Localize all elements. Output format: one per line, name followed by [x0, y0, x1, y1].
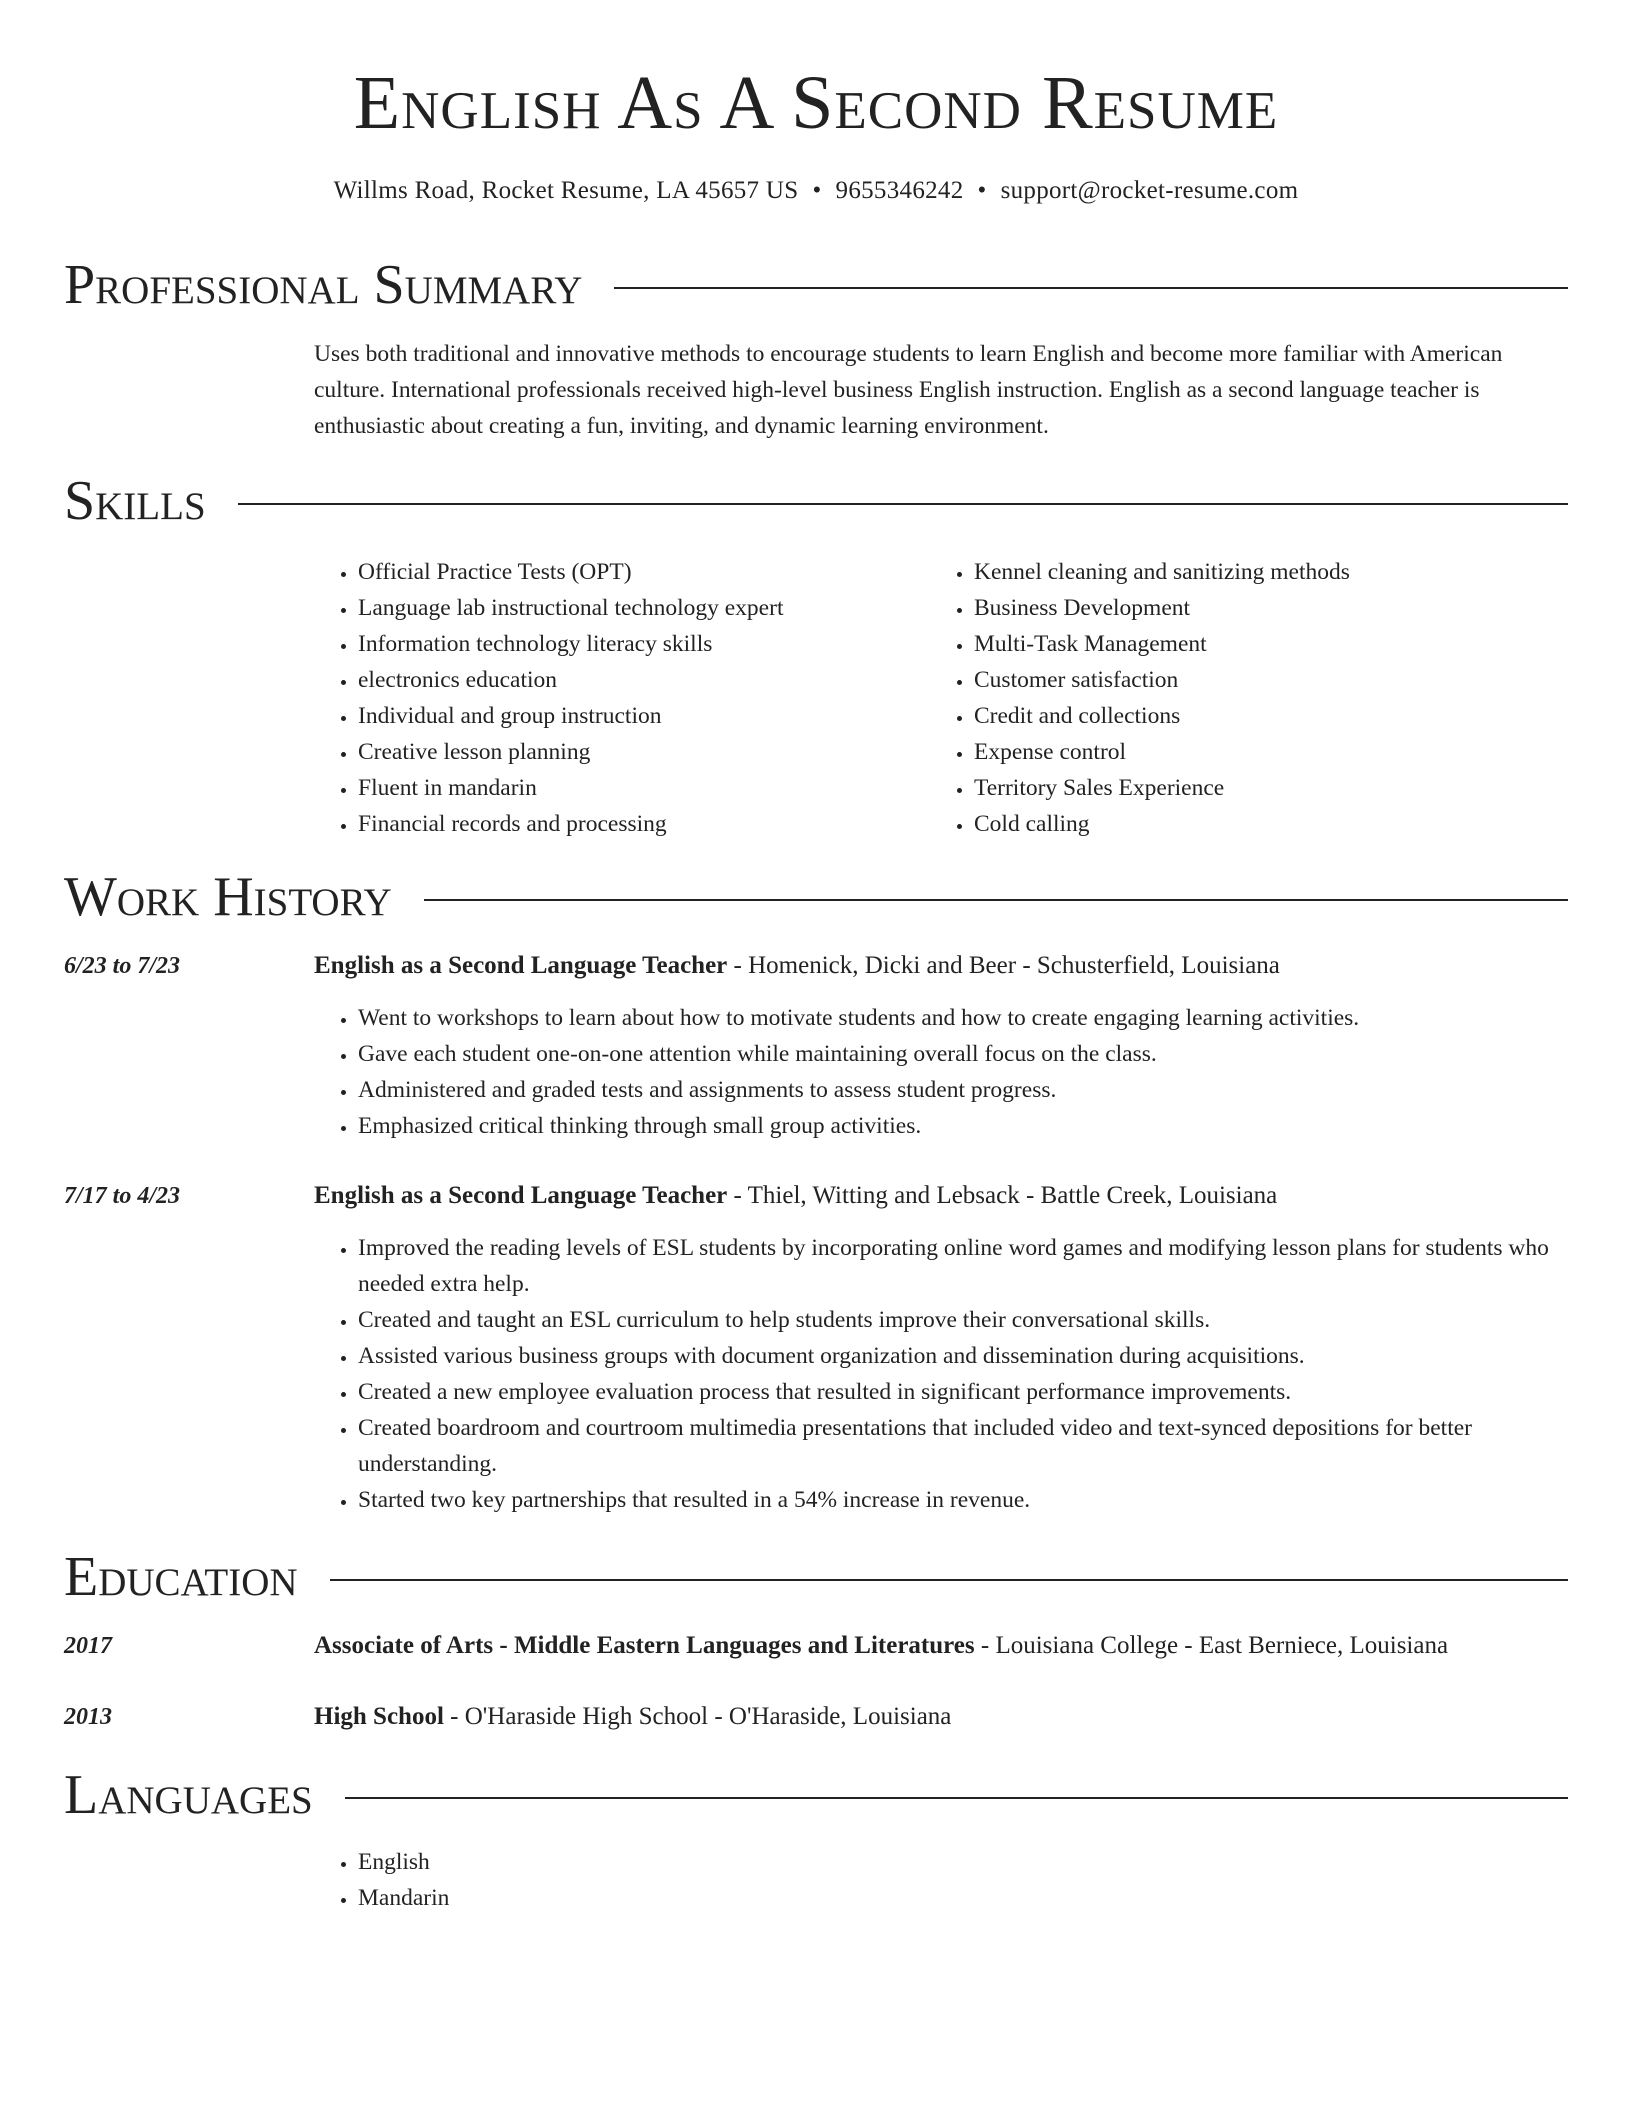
section-divider: [238, 503, 1568, 505]
contact-email: support@rocket-resume.com: [1000, 177, 1299, 204]
section-header-skills: [64, 466, 1568, 536]
job-heading: [314, 948, 1568, 984]
section-header-education: [64, 1542, 1568, 1612]
skill-item: • Creative lesson planning: [358, 734, 914, 770]
skill-item: • Business Development: [974, 590, 1560, 626]
education-degree: Associate of Arts - Middle Eastern Languages and Literatures: [314, 1632, 975, 1659]
education-degree: High School: [314, 1703, 444, 1730]
section-divider: [330, 1579, 1568, 1581]
contact-line: [0, 174, 1632, 208]
language-item: • Mandarin: [358, 1880, 1568, 1916]
job-title: English as a Second Language Teacher: [314, 1182, 728, 1209]
job-duty-item: • Started two key partnerships that resulted in a 54% increase in revenue.: [358, 1482, 1568, 1518]
contact-separator: •: [812, 177, 822, 204]
section-title-education: Education: [64, 1546, 298, 1608]
section-title-summary: Professional Summary: [64, 254, 583, 316]
education-year: 2013: [64, 1704, 112, 1730]
skill-item: • Expense control: [974, 734, 1560, 770]
skill-item: • Multi-Task Management: [974, 626, 1560, 662]
section-divider: [424, 899, 1568, 901]
education-heading: [314, 1628, 1568, 1664]
section-title-skills: Skills: [64, 470, 206, 532]
section-header-languages: [64, 1760, 1568, 1830]
section-divider: [345, 1797, 1568, 1799]
job-dates: 6/23 to 7/23: [64, 953, 181, 979]
job-duty-item: • Emphasized critical thinking through small group activities.: [358, 1108, 1568, 1144]
job-duty-item: • Created boardroom and courtroom multimedia presentations that included video and text-synced depositions for better understanding.: [358, 1410, 1568, 1482]
job-duty-item: • Created and taught an ESL curriculum to help students improve their conversational skills.: [358, 1302, 1568, 1338]
resume-title: English As A Second Resume: [353, 61, 1279, 145]
skill-item: • Information technology literacy skills: [358, 626, 914, 662]
skill-item: • Language lab instructional technology expert: [358, 590, 914, 626]
education-heading: [314, 1699, 1568, 1735]
section-divider: [614, 287, 1568, 289]
job-duties: [314, 1000, 1568, 1144]
section-header-summary: [64, 250, 1568, 320]
job-employer: - Homenick, Dicki and Beer - Schusterfield, Louisiana: [727, 952, 1280, 979]
job-duty-item: • Went to workshops to learn about how to motivate students and how to create engaging learning activities.: [358, 1000, 1568, 1036]
skill-item: • Individual and group instruction: [358, 698, 914, 734]
contact-phone: 9655346242: [835, 177, 964, 204]
contact-address: Willms Road, Rocket Resume, LA 45657 US: [333, 177, 799, 204]
job-employer: - Thiel, Witting and Lebsack - Battle Creek, Louisiana: [727, 1182, 1278, 1209]
job-duty-item: • Administered and graded tests and assignments to assess student progress.: [358, 1072, 1568, 1108]
skill-item: • electronics education: [358, 662, 914, 698]
job-duty-item: • Gave each student one-on-one attention while maintaining overall focus on the class.: [358, 1036, 1568, 1072]
section-title-work-history: Work History: [64, 866, 392, 928]
skill-item: • Financial records and processing: [358, 806, 914, 842]
languages-list: [314, 1844, 1568, 1916]
summary-text: Uses both traditional and innovative methods to encourage students to learn English and become more familiar with American culture. International professionals received high-level business English instruction. English as a second language teacher is enthusiastic about creating a fun, inviting, and dynamic learning environment.: [314, 341, 1503, 439]
skill-item: • Kennel cleaning and sanitizing methods: [974, 554, 1560, 590]
job-duty-item: • Assisted various business groups with document organization and dissemination during acquisitions.: [358, 1338, 1568, 1374]
skill-item: • Cold calling: [974, 806, 1560, 842]
education-school: - O'Haraside High School - O'Haraside, Louisiana: [443, 1703, 952, 1730]
skill-item: • Credit and collections: [974, 698, 1560, 734]
section-header-work-history: [64, 862, 1568, 932]
skill-item: • Official Practice Tests (OPT): [358, 554, 914, 590]
education-year: 2017: [64, 1633, 112, 1659]
skill-item: • Fluent in mandarin: [358, 770, 914, 806]
contact-separator: •: [977, 177, 987, 204]
section-title-languages: Languages: [64, 1764, 313, 1826]
job-duty-item: • Improved the reading levels of ESL students by incorporating online word games and modifying lesson plans for students who needed extra help.: [358, 1230, 1568, 1302]
skill-item: • Customer satisfaction: [974, 662, 1560, 698]
job-dates: 7/17 to 4/23: [64, 1183, 181, 1209]
education-school: - Louisiana College - East Berniece, Louisiana: [974, 1632, 1449, 1659]
job-duty-item: • Created a new employee evaluation process that resulted in significant performance improvements.: [358, 1374, 1568, 1410]
skills-column-right: [930, 554, 1560, 842]
skill-item: • Territory Sales Experience: [974, 770, 1560, 806]
skills-column-left: [314, 554, 914, 842]
job-title: English as a Second Language Teacher: [314, 952, 728, 979]
job-duties: [314, 1230, 1568, 1518]
language-item: • English: [358, 1844, 1568, 1880]
job-heading: [314, 1178, 1568, 1214]
